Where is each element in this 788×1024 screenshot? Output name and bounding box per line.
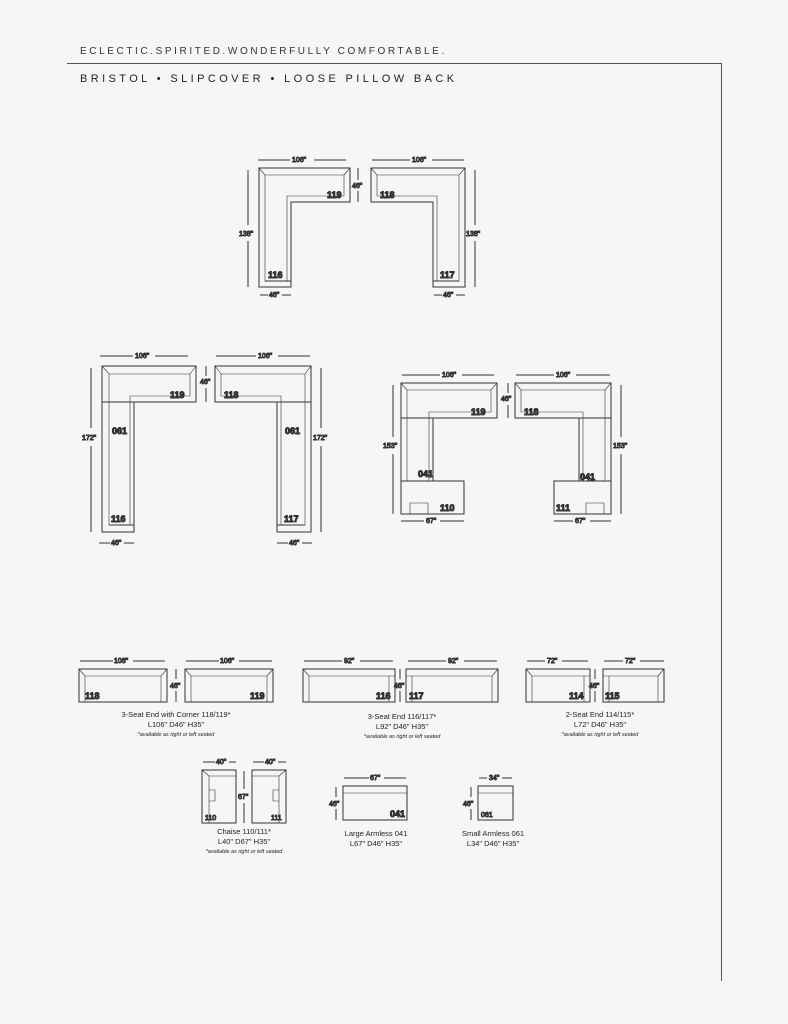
module-code: 115: [605, 691, 620, 701]
dimension-label: 138": [239, 231, 254, 238]
module-code: 110: [440, 503, 455, 513]
dimension-label: 46": [111, 540, 122, 547]
dimension-label: 46": [589, 683, 600, 690]
module-code: 119: [327, 190, 342, 200]
caption-name: 2-Seat End 114/115*: [565, 710, 635, 719]
caption-dims: L92" D46" H35": [375, 722, 429, 731]
dimension-label: 40": [216, 759, 227, 766]
dimension-label: 72": [625, 658, 636, 665]
piece-end-115: [603, 658, 664, 702]
dimension-label: 172": [82, 435, 97, 442]
caption-dims: L106" D46" H35": [147, 720, 205, 729]
dimension-label: 67": [575, 518, 586, 525]
caption-end2: [520, 710, 680, 740]
config-l-172-left: [82, 353, 211, 547]
piece-end-117: [406, 658, 498, 702]
dimension-label: 46": [170, 683, 181, 690]
piece-end-114: [526, 658, 600, 702]
dimension-label: 46": [463, 801, 474, 808]
caption-corner: [96, 710, 256, 740]
module-code: 114: [569, 691, 584, 701]
caption-name: Chaise 110/111*: [217, 827, 271, 836]
caption-note: *available as right or left seated: [137, 732, 215, 738]
caption-name: Large Armless 041: [344, 829, 408, 838]
config-chaise-153-right: [515, 372, 628, 525]
piece-end-116: [303, 658, 405, 702]
dimension-label: 46": [200, 379, 211, 386]
piece-chaise-111: [252, 759, 286, 823]
dimension-label: 72": [547, 658, 558, 665]
config-l-138-right: [371, 157, 481, 299]
dimension-label: 46": [443, 292, 454, 299]
config-chaise-153-left: [383, 372, 512, 525]
caption-dims: L67" D46" H35": [349, 839, 403, 848]
dimension-label: 67": [370, 775, 381, 782]
module-code: 061: [481, 812, 493, 819]
module-code: 041: [580, 472, 596, 482]
module-code: 110: [205, 815, 217, 822]
module-code: 118: [224, 390, 239, 400]
dimension-label: 34": [489, 775, 500, 782]
module-code: 119: [471, 407, 486, 417]
dimension-label: 106": [292, 157, 307, 164]
module-code: 111: [556, 503, 571, 513]
module-code: 116: [111, 514, 126, 524]
module-code: 119: [250, 691, 265, 701]
caption-name: Small Armless 061: [461, 829, 525, 838]
dimension-label: 46": [329, 801, 340, 808]
caption-note: *available as right or left seated: [205, 849, 283, 855]
dimension-label: 172": [313, 435, 328, 442]
module-code: 118: [85, 691, 100, 701]
module-code: 111: [271, 815, 282, 822]
caption-note: *available as right or left seated: [561, 732, 639, 738]
dimension-label: 46": [352, 183, 363, 190]
tagline: ECLECTIC.SPIRITED.WONDERFULLY COMFORTABLE.: [80, 46, 447, 57]
piece-large-armless-041: [329, 775, 407, 820]
module-code: 061: [285, 426, 301, 436]
dimension-label: 106": [114, 658, 129, 665]
dimension-label: 153": [383, 443, 398, 450]
piece-corner-119: [185, 658, 273, 702]
dimension-label: 106": [258, 353, 273, 360]
dimension-label: 40": [265, 759, 276, 766]
dimension-label: 46": [394, 683, 405, 690]
caption-chaise: [174, 827, 314, 857]
module-code: 041: [418, 469, 434, 479]
dimension-label: 106": [442, 372, 457, 379]
module-code: 116: [376, 691, 391, 701]
caption-dims: L72" D46" H35": [573, 720, 627, 729]
caption-small-armless: [438, 829, 548, 849]
module-code: 117: [284, 514, 299, 524]
dimension-label: 106": [412, 157, 427, 164]
module-code: 041: [390, 809, 406, 819]
collection-title: BRISTOL • SLIPCOVER • LOOSE PILLOW BACK: [80, 73, 458, 85]
dimension-label: 46": [269, 292, 280, 299]
module-code: 118: [380, 190, 395, 200]
caption-end3: [322, 712, 482, 742]
caption-note: *available as right or left seated: [363, 734, 441, 740]
dimension-label: 106": [220, 658, 235, 665]
dimension-label: 67": [426, 518, 437, 525]
piece-corner-118: [79, 658, 181, 702]
module-code: 117: [440, 270, 455, 280]
dimension-label: 92": [448, 658, 459, 665]
dimension-label: 67": [238, 794, 249, 801]
piece-small-armless-061: [463, 775, 513, 820]
piece-chaise-110: [202, 759, 249, 823]
dimension-label: 138": [466, 231, 481, 238]
module-code: 117: [409, 691, 424, 701]
caption-dims: L34" D46" H35": [466, 839, 520, 848]
dimension-label: 106": [556, 372, 571, 379]
caption-name: 3-Seat End 116/117*: [367, 712, 437, 721]
config-l-172-right: [215, 353, 328, 547]
caption-name: 3-Seat End with Corner 118/119*: [121, 710, 231, 719]
dimension-label: 153": [613, 443, 628, 450]
dimension-label: 46": [501, 396, 512, 403]
dimension-label: 92": [344, 658, 355, 665]
caption-dims: L40" D67" H35": [217, 837, 271, 846]
module-code: 116: [268, 270, 283, 280]
caption-large-armless: [316, 829, 436, 849]
module-code: 061: [112, 426, 128, 436]
module-code: 119: [170, 390, 185, 400]
config-l-138-left: [239, 157, 363, 299]
dimension-label: 106": [135, 353, 150, 360]
dimension-label: 46": [289, 540, 300, 547]
module-code: 118: [524, 407, 539, 417]
